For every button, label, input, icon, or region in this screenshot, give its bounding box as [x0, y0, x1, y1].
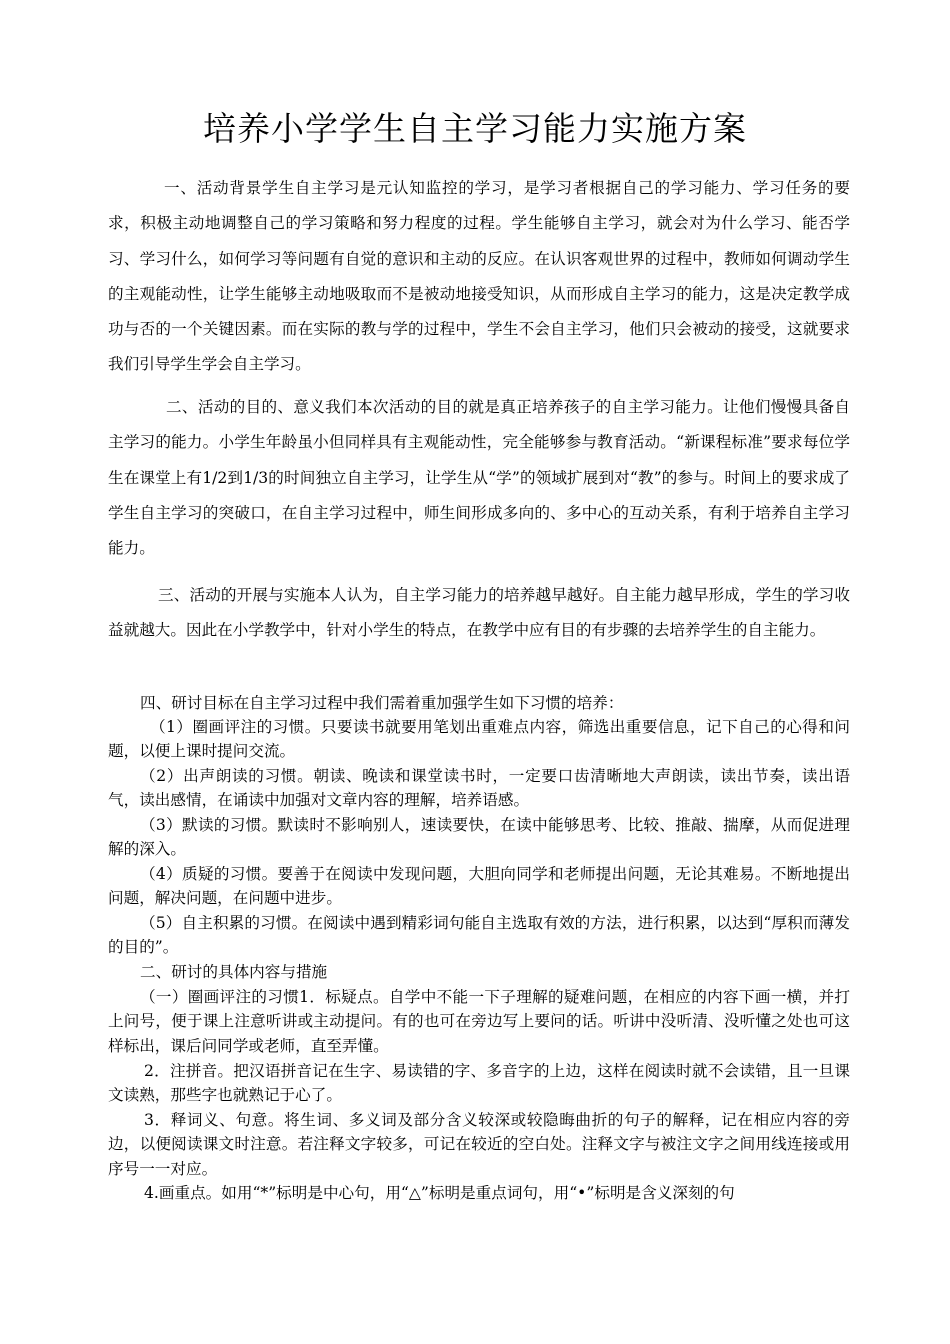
habit-item: （1）圈画评注的习惯。只要读书就要用笔划出重难点内容，筛选出重要信息，记下自己的心得和问题，以便上课时提问交流。	[108, 718, 850, 761]
measure-item: 2．注拼音。把汉语拼音记在生字、易读错的字、多音字的上边，这样在阅读时就不会读错，且一旦课文读熟，那些字也就熟记于心了。	[108, 1062, 850, 1105]
paragraph-background: 一、活动背景学生自主学习是元认知监控的学习，是学习者根据自己的学习能力、学习任务的要求，积极主动地调整自己的学习策略和努力程度的过程。学生能够自主学习，就会对为什么学习、能否学习、学习什么，如何学习等问题有自觉的意识和主动的反应。在认识客观世界的过程中，教师如何调动学生的主观能动性，让学生能够主动地吸取而不是被动地接受知识，从而形成自主学习的能力，这是决定教学成功与否的一个关键因素。而在实际的教与学的过程中，学生不会自主学习，他们只会被动的接受，这就要求我们引导学生学会自主学习。	[108, 179, 850, 374]
habit-item: （5）自主积累的习惯。在阅读中遇到精彩词句能自主选取有效的方法，进行积累，以达到“厚积而薄发的目的”。	[108, 914, 850, 957]
measure-item: 3．释词义、句意。将生词、多义词及部分含义较深或较隐晦曲折的句子的解释，记在相应内容的旁边，以便阅读课文时注意。若注释文字较多，可记在较近的空白处。注释文字与被注文字之间用线连接或用序号一一对应。	[108, 1111, 850, 1178]
paragraph-implementation: 三、活动的开展与实施本人认为，自主学习能力的培养越早越好。自主能力越早形成，学生的学习收益就越大。因此在小学教学中，针对小学生的特点，在教学中应有目的有步骤的去培养学生的自主能力。	[108, 586, 850, 640]
habit-item: （2）出声朗读的习惯。朝读、晚读和课堂读书时，一定要口齿清晰地大声朗读，读出节奏，读出语气，读出感情，在诵读中加强对文章内容的理解，培养语感。	[108, 767, 850, 810]
paragraph-goals: 四、研讨目标在自主学习过程中我们需着重加强学生如下习惯的培养：	[140, 694, 624, 712]
paragraph-purpose: 二、活动的目的、意义我们本次活动的目的就是真正培养孩子的自主学习能力。让他们慢慢具备自主学习的能力。小学生年龄虽小但同样具有主观能动性，完全能够参与教育活动。“新课程标准”要求每位学生在课堂上有1/2到1/3的时间独立自主学习，让学生从“学”的领域扩展到对“教”的参与。时间上的要求成了学生自主学习的突破口，在自主学习过程中，师生间形成多向的、多中心的互动关系，有利于培养自主学习能力。	[108, 398, 850, 558]
habit-item: （4）质疑的习惯。要善于在阅读中发现问题，大胆向同学和老师提出问题，无论其难易。不断地提出问题，解决问题，在问题中进步。	[108, 865, 850, 908]
habit-item: （3）默读的习惯。默读时不影响别人，速读要快，在读中能够思考、比较、推敲、揣摩，从而促进理解的深入。	[108, 816, 850, 859]
document-title: 培养小学学生自主学习能力实施方案	[203, 109, 747, 148]
measure-item: 4.画重点。如用“*”标明是中心句，用“△”标明是重点词句，用“•”标明是含义深刻的句	[144, 1184, 735, 1202]
section-heading: 二、研讨的具体内容与措施	[140, 963, 328, 981]
measure-item: （一）圈画评注的习惯1．标疑点。自学中不能一下子理解的疑难问题，在相应的内容下画一横，并打上问号，便于课上注意听讲或主动提问。有的也可在旁边写上要问的话。听讲中没听清、没听懂之处也可这样标出，课后问同学或老师，直至弄懂。	[108, 988, 851, 1055]
